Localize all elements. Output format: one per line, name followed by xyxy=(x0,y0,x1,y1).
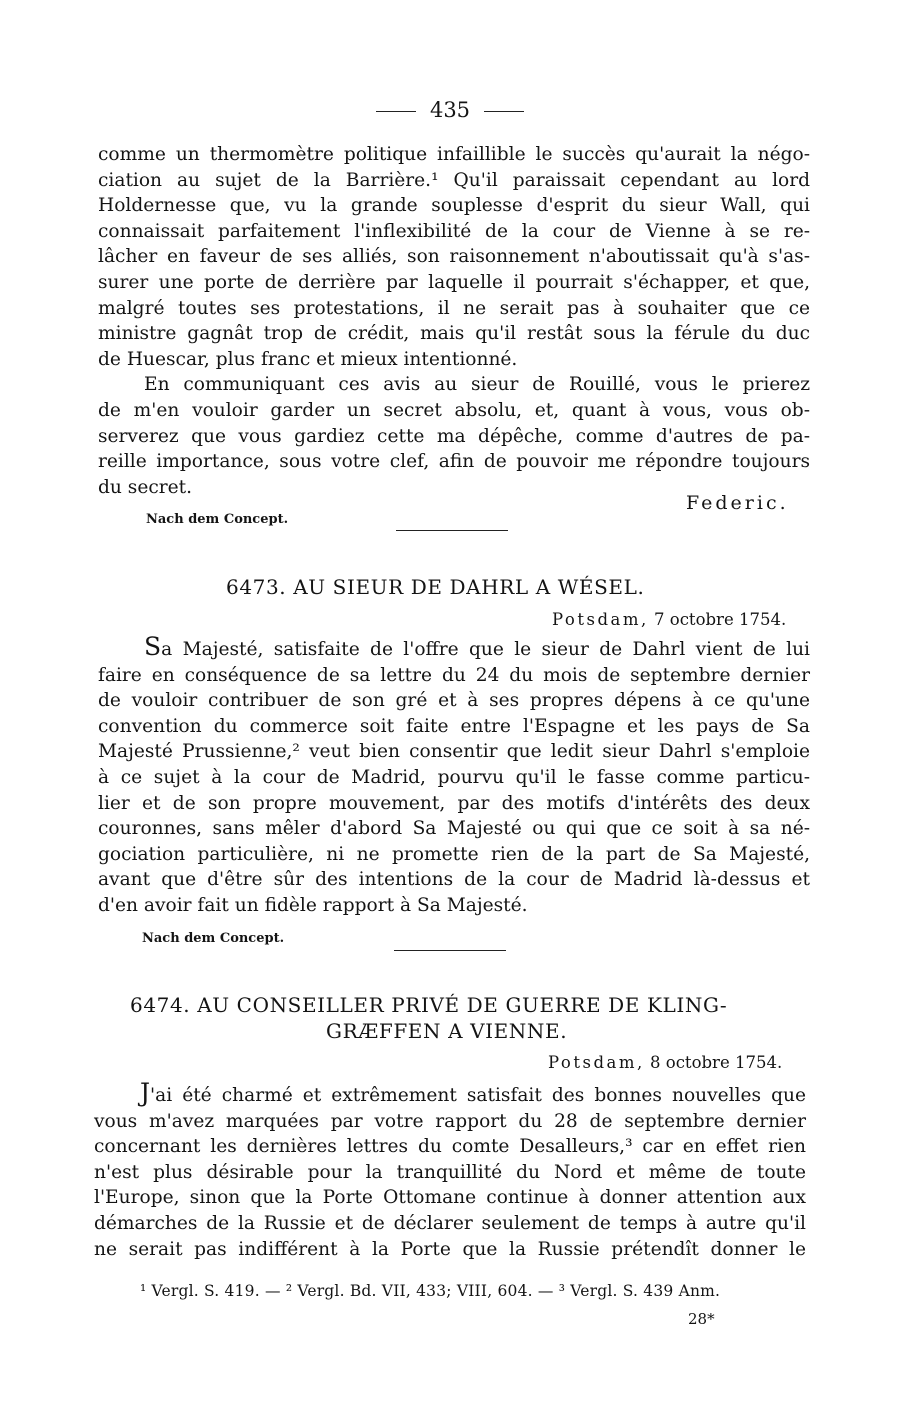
header-rule-right xyxy=(484,111,524,112)
dateline-place: Potsdam, xyxy=(552,610,649,629)
text-line: démarches de la Russie et de déclarer seulement de temps à autre qu'il xyxy=(94,1212,806,1234)
text-line: n'est plus désirable pour la tranquillité du Nord et même de toute xyxy=(94,1161,806,1183)
text-line: lâcher en faveur de ses alliés, son raisonnement n'aboutissait qu'à s'as- xyxy=(98,246,810,268)
dateline-date: 8 octobre 1754. xyxy=(650,1053,783,1072)
text-line: En communiquant ces avis au sieur de Rouillé, vous le prierez xyxy=(144,374,810,396)
signature-mark: 28* xyxy=(688,1310,715,1328)
text-line: convention du commerce soit faite entre l'Espagne et les pays de Sa xyxy=(98,715,810,737)
initial-letter: S xyxy=(144,632,162,661)
text-line: à ce sujet à la cour de Madrid, pourvu qu'il le fasse comme particu- xyxy=(98,766,810,788)
text-line: couronnes, sans mêler d'abord Sa Majesté ou qui que ce soit à sa né- xyxy=(98,818,810,840)
letter-heading-continued: GRÆFFEN A VIENNE. xyxy=(326,1019,568,1043)
initial-letter: J xyxy=(140,1078,151,1107)
text-line: ciation au sujet de la Barrière.¹ Qu'il paraissait cependant au lord xyxy=(98,169,810,191)
letter-heading: 6473. AU SIEUR DE DAHRL A WÉSEL. xyxy=(226,575,645,599)
text-line: avant que d'être sûr des intentions de la cour de Madrid là-dessus et xyxy=(98,869,810,891)
text-line: de m'en vouloir garder un secret absolu, et, quant à vous, vous ob- xyxy=(98,399,810,421)
text-line xyxy=(98,634,810,663)
header-rule-left xyxy=(376,111,416,112)
footnotes: ¹ Vergl. S. 419. — ² Vergl. Bd. VII, 433; VIII, 604. — ³ Vergl. S. 439 Anm. xyxy=(140,1282,721,1300)
intro-paragraph xyxy=(98,142,810,500)
text-line: surer une porte de derrière par laquelle il pourrait s'échapper, et que, xyxy=(98,271,810,293)
section-divider xyxy=(394,950,506,951)
dateline xyxy=(548,1053,782,1072)
page-number: 435 xyxy=(429,98,471,122)
text-line: l'Europe, sinon que la Porte Ottomane continue à donner attention aux xyxy=(94,1187,806,1209)
dateline xyxy=(552,610,786,629)
text-line-content: 'ai été charmé et extrêmement satisfait des bonnes nouvelles que xyxy=(150,1085,806,1106)
text-line: reille importance, sous votre clef, afin de pouvoir me répondre toujours xyxy=(98,451,810,473)
source-note: Nach dem Concept. xyxy=(142,931,285,946)
dateline-place: Potsdam, xyxy=(548,1053,645,1072)
signature: Federic. xyxy=(686,492,789,514)
text-line: ne serait pas indifférent à la Porte que la Russie prétendît donner le xyxy=(94,1238,806,1260)
text-line: malgré toutes ses protestations, il ne serait pas à souhaiter que ce xyxy=(98,297,810,319)
section-divider xyxy=(396,530,508,531)
text-line: d'en avoir fait un fidèle rapport à Sa Majesté. xyxy=(98,894,528,916)
text-line: ministre gagnât trop de crédit, mais qu'il restât sous la férule du duc xyxy=(98,323,810,345)
page-header xyxy=(0,96,900,124)
text-line: de vouloir contribuer de son gré et à ses propres dépens à ce qu'une xyxy=(98,690,810,712)
text-line: lier et de son propre mouvement, par des motifs d'intérêts des deux xyxy=(98,792,810,814)
text-line: connaissait parfaitement l'inflexibilité de la cour de Vienne à se re- xyxy=(98,220,810,242)
dateline-date: 7 octobre 1754. xyxy=(654,610,787,629)
text-line: Holdernesse que, vu la grande souplesse d'esprit du sieur Wall, qui xyxy=(98,195,810,217)
text-line: concernant les dernières lettres du comte Desalleurs,³ car en effet rien xyxy=(94,1136,806,1158)
text-line: Majesté Prussienne,² veut bien consentir que ledit sieur Dahrl s'emploie xyxy=(98,741,810,763)
text-line: de Huescar, plus franc et mieux intentionné. xyxy=(98,348,518,370)
text-line: vous m'avez marquées par votre rapport du 28 de septembre dernier xyxy=(94,1110,806,1132)
source-note: Nach dem Concept. xyxy=(146,512,289,527)
text-line: du secret. xyxy=(98,476,193,498)
text-line: comme un thermomètre politique infaillible le succès qu'aurait la négo- xyxy=(98,144,810,165)
text-line-content: a Majesté, satisfaite de l'offre que le sieur de Dahrl vient de lui xyxy=(161,639,810,660)
letter-heading: 6474. AU CONSEILLER PRIVÉ DE GUERRE DE KLING- xyxy=(130,993,728,1017)
text-line: gociation particulière, ni ne promette rien de la part de Sa Majesté, xyxy=(98,843,810,865)
text-line: serverez que vous gardiez cette ma dépêche, comme d'autres de pa- xyxy=(98,425,810,447)
text-line: faire en conséquence de sa lettre du 24 du mois de septembre dernier xyxy=(98,664,810,686)
letter-body xyxy=(98,634,810,919)
letter-body xyxy=(94,1080,806,1262)
text-line xyxy=(94,1080,806,1109)
